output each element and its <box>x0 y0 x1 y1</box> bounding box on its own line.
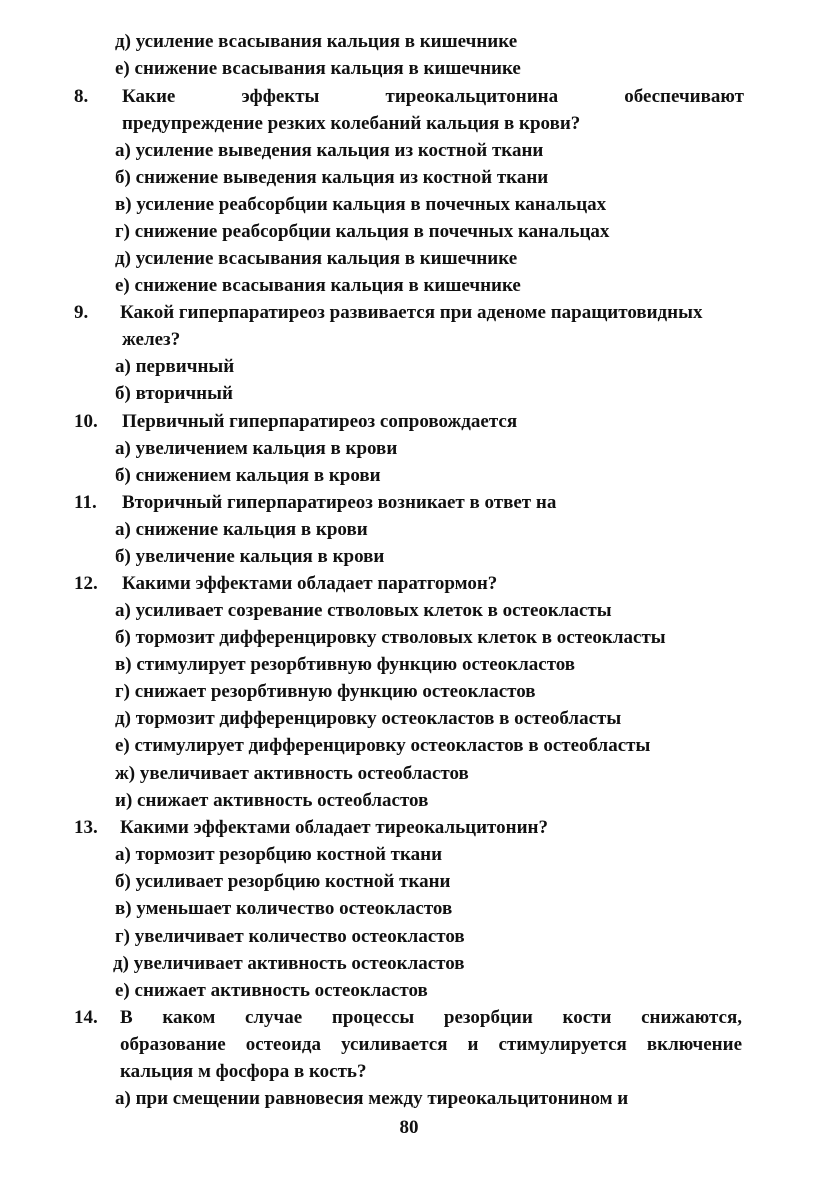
question-number: 11. <box>74 492 97 513</box>
option-line: в) усиление реабсорбции кальция в почечных канальцах <box>115 194 607 215</box>
option-line: е) стимулирует дифференцировку остеокластов в остеобласты <box>115 735 651 756</box>
option-line: а) снижение кальция в крови <box>115 519 368 540</box>
option-line: е) снижение всасывания кальция в кишечнике <box>115 58 521 79</box>
option-line: д) увеличивает активность остеокластов <box>113 953 465 974</box>
question-text: Какими эффектами обладает паратгормон? <box>122 573 498 594</box>
option-line: а) первичный <box>115 356 235 377</box>
option-line: а) тормозит резорбцию костной ткани <box>115 844 443 865</box>
question-text: предупреждение резких колебаний кальция в крови? <box>122 113 581 134</box>
option-line: б) тормозит дифференцировку стволовых клеток в остеокласты <box>115 627 666 648</box>
option-line: в) стимулирует резорбтивную функцию остеокластов <box>115 654 576 675</box>
question-number: 12. <box>74 573 98 594</box>
option-line: б) усиливает резорбцию костной ткани <box>115 871 451 892</box>
option-line: в) уменьшает количество остеокластов <box>115 898 453 919</box>
option-line: а) при смещении равновесия между тиреокальцитонином и <box>115 1088 629 1109</box>
question-number: 13. <box>74 817 98 838</box>
question-number: 14. <box>74 1007 98 1028</box>
option-line: д) усиление всасывания кальция в кишечнике <box>115 248 518 269</box>
question-text: кальция м фосфора в кость? <box>120 1061 367 1082</box>
option-line: б) снижение выведения кальция из костной ткани <box>115 167 549 188</box>
question-text: Какой гиперпаратиреоз развивается при аденоме паращитовидных <box>120 302 703 323</box>
option-line: а) увеличением кальция в крови <box>115 438 398 459</box>
question-number: 10. <box>74 411 98 432</box>
option-line: г) увеличивает количество остеокластов <box>115 926 465 947</box>
option-line: е) снижение всасывания кальция в кишечнике <box>115 275 521 296</box>
option-line: б) увеличение кальция в крови <box>115 546 385 567</box>
question-text: образование остеоида усиливается и стимулируется включение <box>120 1034 742 1055</box>
option-line: б) снижением кальция в крови <box>115 465 381 486</box>
page-number: 80 <box>399 1117 419 1138</box>
option-line: ж) увеличивает активность остеобластов <box>115 763 469 784</box>
option-line: е) снижает активность остеокластов <box>115 980 428 1001</box>
question-number: 8. <box>74 86 89 107</box>
question-text: В каком случае процессы резорбции кости снижаются, <box>120 1007 742 1028</box>
question-text: Вторичный гиперпаратиреоз возникает в ответ на <box>122 492 557 513</box>
option-line: а) усиливает созревание стволовых клеток в остеокласты <box>115 600 612 621</box>
question-text: Первичный гиперпаратиреоз сопровождается <box>122 411 518 432</box>
question-text: Какими эффектами обладает тиреокальцитонин? <box>120 817 548 838</box>
option-line: а) усиление выведения кальция из костной ткани <box>115 140 544 161</box>
option-line: г) снижает резорбтивную функцию остеокластов <box>115 681 536 702</box>
option-line: г) снижение реабсорбции кальция в почечных канальцах <box>115 221 610 242</box>
question-text: желез? <box>122 329 181 350</box>
question-number: 9. <box>74 302 89 323</box>
question-text: Какие эффекты тиреокальцитонина обеспечивают <box>122 86 744 107</box>
option-line: б) вторичный <box>115 383 233 404</box>
option-line: д) тормозит дифференцировку остеокластов в остеобласты <box>115 708 622 729</box>
option-line: и) снижает активность остеобластов <box>115 790 429 811</box>
option-line: д) усиление всасывания кальция в кишечнике <box>115 31 518 52</box>
